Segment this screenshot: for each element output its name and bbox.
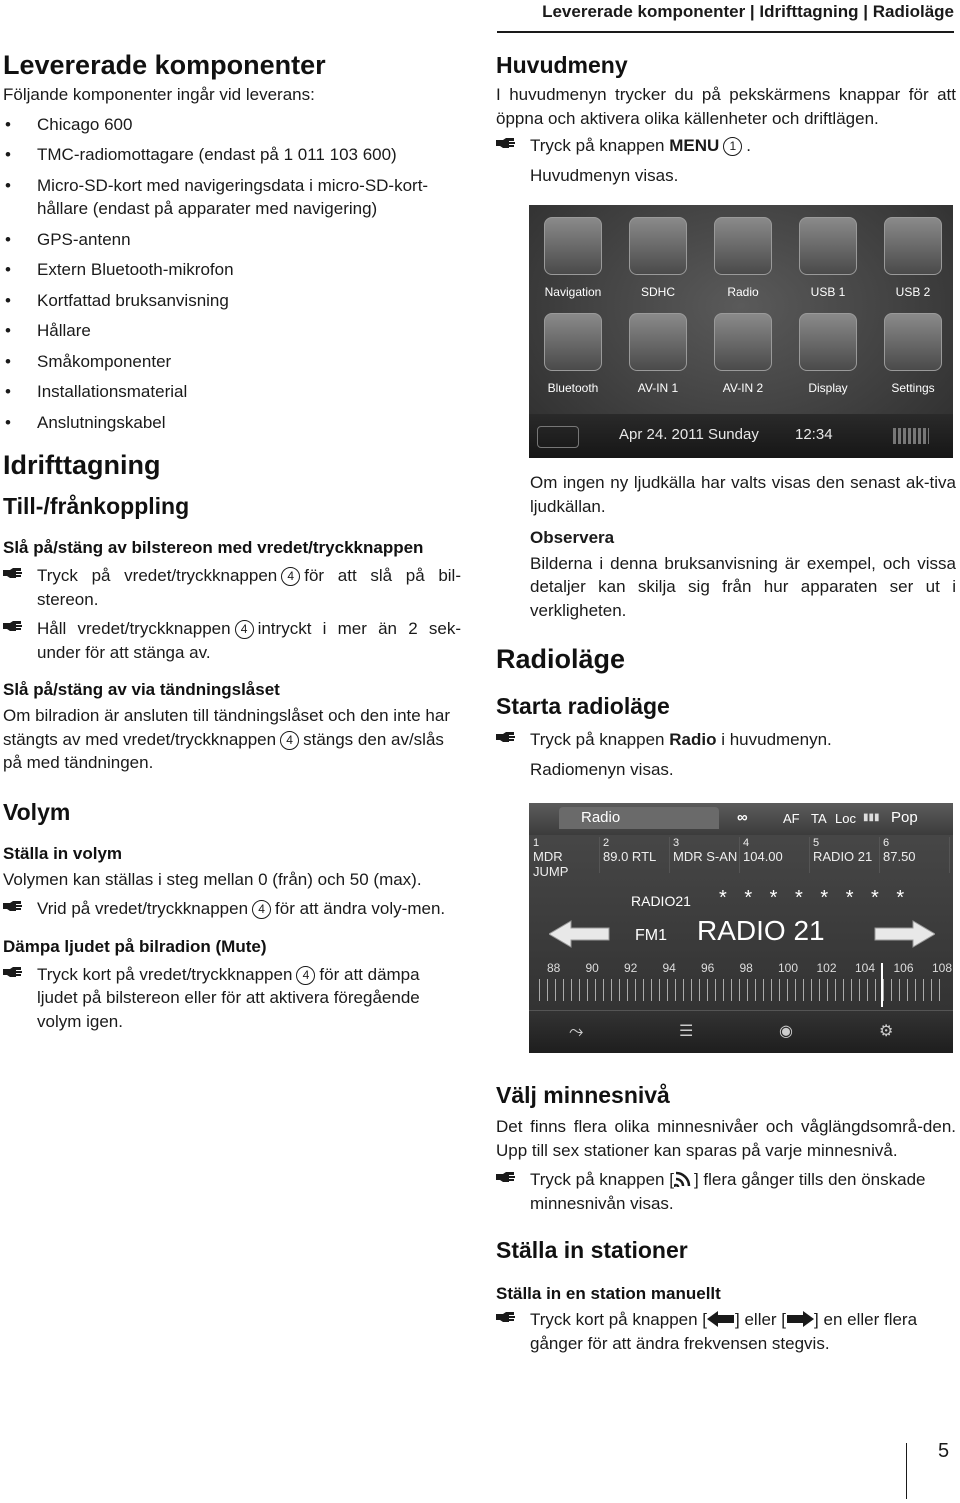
list-item: • TMC-radiomottagare (endast på 1 011 103 600) [3,143,461,167]
sdhc-icon [629,217,687,275]
list-item: • GPS-antenn [3,228,461,252]
pointing-hand-icon [496,1171,516,1183]
scale-label: 104 [855,961,876,975]
preset-button[interactable]: 1 MDR JUMP [531,837,600,873]
right-column-bottom [496,1082,956,1355]
menu-tile-settings[interactable]: Settings [877,313,949,395]
manual-step: Tryck kort på knappen [ ] eller [ ] en eller flera gånger för att ändra frekvensen stegvis. [496,1308,956,1355]
scan-icon[interactable]: ◉ [779,1023,793,1040]
avin1-icon [629,313,687,371]
list-icon[interactable]: ☰ [679,1023,694,1040]
bars-icon: ▮▮▮ [863,812,880,823]
header-rule [497,31,954,33]
pointing-hand-icon [3,966,23,978]
control-4-ref: 4 [235,620,254,639]
memory-text: Det finns flera olika minnesnivåer och våglängdsområ-den. Upp till sex stationer kan sparas på varje minnesnivå. [496,1117,956,1160]
heading-start: Idrifttagning [3,450,161,480]
bluetooth-icon [544,313,602,371]
setvol-text: Volymen kan ställas i steg mellan 0 (från) och 50 (max). [3,869,422,889]
seek-back-icon[interactable] [549,919,611,949]
mainmenu-screenshot [529,205,953,458]
knob-step-off: Håll vredet/tryckknappen 4 intryckt i mer än 2 sek-under för att stänga av. [3,617,461,664]
note-title: Observera [530,528,615,547]
scale-label: 92 [624,961,638,975]
flag-ta: TA [811,811,827,826]
page-number-rule [906,1443,907,1499]
ignition-text: Om bilradion är ansluten till tändningslåset och den inte har stängts av med vredet/tryckknappen 4 stängs den av/slås på med tändningen. [3,706,450,772]
scale-label: 100 [778,961,799,975]
scale-label: 106 [893,961,914,975]
heading-manual: Ställa in en station manuellt [496,1284,721,1303]
band-label: FM1 [635,927,667,944]
scale-label: 90 [585,961,599,975]
frequency-needle [881,963,883,1007]
bullet-icon: • [5,290,11,310]
menu-tile-navigation[interactable]: Navigation [537,217,609,299]
menu-time: 12:34 [795,426,833,443]
after-menu-text: Om ingen ny ljudkälla har valts visas den senast ak-tiva ljudkällan. [530,473,956,516]
settings-icon [884,313,942,371]
pointing-hand-icon [3,567,23,579]
preset-button[interactable]: 6 87.50 [881,837,950,873]
flag-pty: Pop [891,809,918,826]
heading-startradio: Starta radioläge [496,693,670,719]
menu-back-icon [537,426,579,448]
note-text: Bilderna i denna bruksanvisning är exempel, och vissa detaljer kan skilja sig från hur apparaten ser ut i verkligheten. [530,553,956,620]
list-item: • Micro-SD-kort med navigeringsdata i micro-SD-kort-hållare (endast på apparater med navigering) [5,175,429,218]
list-item: • Chicago 600 [3,113,461,137]
mainmenu-result: Huvudmenyn visas. [530,165,679,185]
left-column [3,50,461,1033]
radio-tab: Radio [559,807,719,829]
menu-statusbar [529,414,953,458]
list-item: • Hållare [3,319,461,343]
scale-label: 96 [701,961,715,975]
heading-ignition: Slå på/stäng av via tändningslåset [3,680,280,699]
pointing-hand-icon [496,731,516,743]
menu-tile-radio[interactable]: Radio [707,217,779,299]
flag-loc: Loc [835,811,856,826]
knob-step-on: Tryck på vredet/tryckknappen 4 för att slå på bil-stereon. [3,564,461,611]
pointing-hand-icon [3,620,23,632]
components-intro: Följande komponenter ingår vid leverans: [3,85,315,104]
bullet-icon: • [5,412,11,432]
radio-bottombar [529,1010,953,1053]
bullet-icon: • [5,145,11,164]
menu-tile-bluetooth[interactable]: Bluetooth [537,313,609,395]
radio-topbar [529,803,953,835]
usb1-icon [799,217,857,275]
bullet-icon: • [5,382,11,401]
list-item: • Installationsmaterial [3,380,461,404]
preset-button[interactable]: 4 104.00 [741,837,810,873]
bullet-icon: • [5,175,11,195]
settings-icon[interactable]: ⚙ [879,1023,894,1040]
flag-af: AF [783,811,800,826]
memory-level-icon[interactable]: ⤳ [569,1021,584,1041]
pointing-hand-icon [496,1311,516,1323]
heading-setvol: Ställa in volym [3,843,123,863]
radio-screenshot [529,803,953,1053]
navigation-icon [544,217,602,275]
heading-stations: Ställa in stationer [496,1237,688,1263]
pointing-hand-icon [3,900,23,912]
list-item: • Extern Bluetooth-mikrofon [3,258,461,282]
control-4-ref: 4 [252,900,271,919]
menu-tile-display[interactable]: Display [792,313,864,395]
bullet-icon: • [5,229,11,249]
mainmenu-text: I huvudmenyn trycker du på pekskärmens knappar för att öppna och aktivera olika källenheter och driftlägen. [496,85,956,128]
scale-label: 98 [739,961,753,975]
scale-label: 108 [932,961,953,975]
seek-forward-icon[interactable] [873,919,935,949]
memory-step: Tryck på knappen [ ] flera gånger tills den önskade minnesnivån visas. [496,1168,956,1215]
pointing-hand-icon [496,137,516,149]
running-header: Levererade komponenter | Idrifttagning | Radioläge [542,2,954,21]
heading-memory: Välj minnesnivå [496,1082,670,1108]
heading-volume: Volym [3,798,71,825]
page-number: 5 [938,1440,950,1462]
list-item: • Kortfattad bruksanvisning [3,289,461,313]
heading-components: Levererade komponenter [3,50,326,80]
scale-label: 88 [547,961,561,975]
radio-result: Radiomenyn visas. [530,759,674,779]
heading-onoff: Till-/frånkoppling [3,493,190,519]
rds-name: RADIO21 [631,893,691,909]
preset-button[interactable]: 2 89.0 RTL [601,837,670,873]
heading-mute: Dämpa ljudet på bilradion (Mute) [3,936,267,956]
bullet-icon: • [5,321,11,340]
components-list [3,113,461,435]
menu-tile-avin1[interactable]: AV-IN 1 [622,313,694,395]
menu-tile-usb1[interactable]: USB 1 [792,217,864,299]
display-icon [799,313,857,371]
heading-mainmenu: Huvudmeny [496,52,628,78]
scale-label: 94 [662,961,676,975]
menu-tile-usb2[interactable]: USB 2 [877,217,949,299]
control-4-ref: 4 [280,731,299,750]
heading-knob: Slå på/stäng av bilstereon med vredet/tryckknappen [3,538,424,557]
memory-level-icon [674,1171,694,1187]
radio-icon [714,217,772,275]
menu-tile-sdhc[interactable]: SDHC [622,217,694,299]
station-name: RADIO 21 [697,915,825,946]
avin2-icon [714,313,772,371]
arrow-right-icon [786,1311,814,1327]
bullet-icon: • [5,114,11,134]
rds-stars: * * * * * * * * [719,887,911,909]
list-item: • Anslutningskabel [3,411,461,435]
mainmenu-step: Tryck på knappen MENU 1 . [496,134,956,158]
dual-circle-icon: ∞ [737,809,748,826]
mute-step: Tryck kort på vredet/tryckknappen 4 för att dämpa ljudet på bilstereon eller för att aktivera föregående volym igen. [3,963,461,1034]
control-4-ref: 4 [281,567,300,586]
arrow-left-icon [707,1311,735,1327]
control-4-ref: 4 [296,966,315,985]
preset-button[interactable]: 5 RADIO 21 [811,837,880,873]
right-column-top [496,52,956,187]
bullet-icon: • [5,260,11,279]
bullet-icon: • [5,351,11,371]
heading-radio: Radioläge [496,644,626,674]
menu-tile-avin2[interactable]: AV-IN 2 [707,313,779,395]
list-item: • Småkomponenter [3,350,461,374]
radio-step: Tryck på knappen Radio i huvudmenyn. [496,728,956,752]
setvol-step: Vrid på vredet/tryckknappen 4 för att ändra voly-men. [3,897,461,921]
scale-label: 102 [816,961,837,975]
usb2-icon [884,217,942,275]
menu-date: Apr 24. 2011 Sunday [619,426,759,443]
preset-button[interactable]: 3 MDR S-AN [671,837,740,873]
equalizer-icon [893,428,929,444]
control-1-ref: 1 [723,137,742,156]
right-column-mid [496,471,956,781]
